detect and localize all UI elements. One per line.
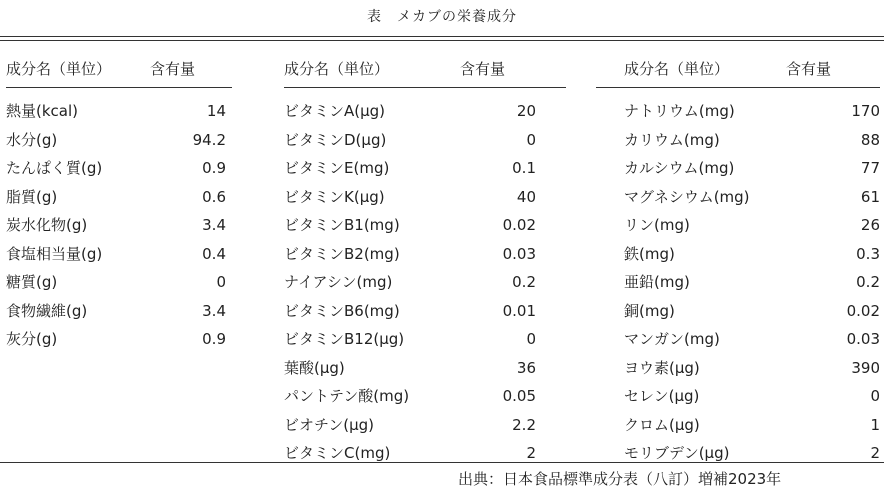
table-row <box>284 325 536 354</box>
nutrient-name: 脂質(g) <box>6 187 58 206</box>
nutrient-value: 0.03 <box>846 330 880 348</box>
table-title: 表 メカブの栄養成分 <box>367 9 517 25</box>
table-row <box>6 154 226 183</box>
nutrient-name: ビタミンD(μg) <box>284 130 387 149</box>
column-header-rule <box>284 87 566 88</box>
table-row <box>284 211 536 240</box>
nutrient-name: 食物繊維(g) <box>6 301 88 320</box>
nutrient-value: 77 <box>860 159 880 177</box>
nutrient-value: 20 <box>516 102 536 120</box>
nutrient-name: 炭水化物(g) <box>6 216 88 234</box>
table-row <box>624 183 880 212</box>
nutrient-name: ナイアシン(mg) <box>284 273 393 291</box>
table-row <box>624 382 880 411</box>
nutrient-name: ビタミンB6(mg) <box>284 301 400 320</box>
column-header-name: 成分名（単位） <box>284 60 390 78</box>
column-header-name: 成分名（単位） <box>6 60 112 78</box>
nutrient-name: ナトリウム(mg) <box>624 102 735 120</box>
table-row <box>6 211 226 240</box>
table-row <box>624 325 880 354</box>
nutrient-value: 94.2 <box>192 130 226 149</box>
table-row <box>6 97 226 126</box>
nutrient-value: 26 <box>860 216 880 234</box>
nutrient-value: 0.4 <box>202 244 226 263</box>
column-header-rule <box>6 87 232 88</box>
nutrient-name: ビタミンB12(μg) <box>284 330 405 348</box>
nutrient-name: ビタミンB2(mg) <box>284 244 400 263</box>
nutrient-value: 0 <box>216 273 226 291</box>
table-row <box>6 297 226 326</box>
nutrient-name: 灰分(g) <box>6 330 58 348</box>
table-row <box>624 97 880 126</box>
nutrient-value: 0.05 <box>502 387 536 405</box>
table-row <box>284 297 536 326</box>
nutrient-value: 0.01 <box>502 301 536 320</box>
nutrient-name: 食塩相当量(g) <box>6 244 103 263</box>
nutrient-name: 糖質(g) <box>6 273 58 291</box>
nutrient-value: 3.4 <box>202 301 226 320</box>
column-header-value: 含有量 <box>786 60 832 78</box>
table-row <box>624 211 880 240</box>
column-header-value: 含有量 <box>150 60 196 78</box>
nutrient-value: 170 <box>851 102 880 120</box>
nutrient-name: 熱量(kcal) <box>6 102 78 120</box>
nutrient-name: セレン(μg) <box>624 387 700 405</box>
nutrient-value: 14 <box>206 102 226 120</box>
table-row <box>624 354 880 383</box>
table-row <box>6 240 226 269</box>
nutrient-name: 銅(mg) <box>624 301 675 320</box>
nutrient-name: 鉄(mg) <box>624 244 675 263</box>
table-row <box>624 240 880 269</box>
column-header-rule <box>596 87 880 88</box>
nutrient-value: 0.6 <box>202 187 226 206</box>
rows <box>284 97 536 468</box>
nutrient-value: 390 <box>851 358 880 377</box>
nutrient-value: 0.2 <box>856 273 880 291</box>
top-rule-double <box>0 40 884 41</box>
nutrient-value: 1 <box>870 415 880 434</box>
table-row <box>6 126 226 155</box>
nutrient-value: 36 <box>516 358 536 377</box>
nutrient-name: ヨウ素(μg) <box>624 358 700 377</box>
nutrient-value: 0.3 <box>856 244 880 263</box>
nutrient-value: 0.02 <box>846 301 880 320</box>
nutrient-value: 2 <box>870 444 880 462</box>
nutrient-name: クロム(μg) <box>624 415 700 434</box>
table-row <box>284 97 536 126</box>
table-row <box>624 154 880 183</box>
nutrient-value: 0 <box>526 130 536 149</box>
table-row <box>284 411 536 440</box>
nutrient-name: ビオチン(μg) <box>284 415 375 434</box>
nutrient-value: 0.9 <box>202 159 226 177</box>
nutrient-name: マンガン(mg) <box>624 330 720 348</box>
nutrient-value: 2.2 <box>512 415 536 434</box>
column-header-value: 含有量 <box>460 60 506 78</box>
nutrient-name: カルシウム(mg) <box>624 159 735 177</box>
nutrient-value: 3.4 <box>202 216 226 234</box>
nutrient-name: たんぱく質(g) <box>6 159 103 177</box>
nutrient-name: ビタミンC(mg) <box>284 444 391 462</box>
table-row <box>624 439 880 468</box>
nutrient-value: 2 <box>526 444 536 462</box>
column-header-name: 成分名（単位） <box>624 60 730 78</box>
nutrient-value: 61 <box>860 187 880 206</box>
nutrient-name: ビタミンK(μg) <box>284 187 385 206</box>
table-row <box>284 183 536 212</box>
table-row <box>284 154 536 183</box>
table-row <box>6 183 226 212</box>
nutrient-name: パントテン酸(mg) <box>284 387 410 405</box>
nutrient-value: 0.03 <box>502 244 536 263</box>
table-row <box>624 411 880 440</box>
nutrient-value: 88 <box>860 130 880 149</box>
nutrient-value: 0.2 <box>512 273 536 291</box>
table-row <box>284 126 536 155</box>
table-row <box>6 268 226 297</box>
nutrient-name: マグネシウム(mg) <box>624 187 750 206</box>
table-row <box>284 268 536 297</box>
table-row <box>284 240 536 269</box>
nutrient-value: 40 <box>516 187 536 206</box>
nutrient-name: ビタミンB1(mg) <box>284 216 400 234</box>
nutrient-name: 葉酸(μg) <box>284 358 345 377</box>
nutrient-name: カリウム(mg) <box>624 130 720 149</box>
top-rule <box>0 36 884 37</box>
nutrient-value: 0.1 <box>512 159 536 177</box>
source-citation: 出典：日本食品標準成分表（八訂）増補2023年 <box>458 470 782 488</box>
table-row <box>284 382 536 411</box>
table-row <box>284 439 536 468</box>
table-row <box>624 126 880 155</box>
nutrient-value: 0 <box>870 387 880 405</box>
rows <box>6 97 226 354</box>
nutrient-name: ビタミンE(mg) <box>284 159 390 177</box>
nutrient-name: ビタミンA(μg) <box>284 102 386 120</box>
nutrient-value: 0 <box>526 330 536 348</box>
nutrient-name: 亜鉛(mg) <box>624 273 690 291</box>
nutrient-name: リン(mg) <box>624 216 690 234</box>
table-row <box>624 297 880 326</box>
table-row <box>284 354 536 383</box>
nutrient-name: モリブデン(μg) <box>624 444 730 462</box>
table-row <box>624 268 880 297</box>
nutrient-value: 0.9 <box>202 330 226 348</box>
nutrient-name: 水分(g) <box>6 130 58 149</box>
table-row <box>6 325 226 354</box>
nutrient-value: 0.02 <box>502 216 536 234</box>
rows <box>624 97 880 468</box>
bottom-rule <box>0 462 884 463</box>
